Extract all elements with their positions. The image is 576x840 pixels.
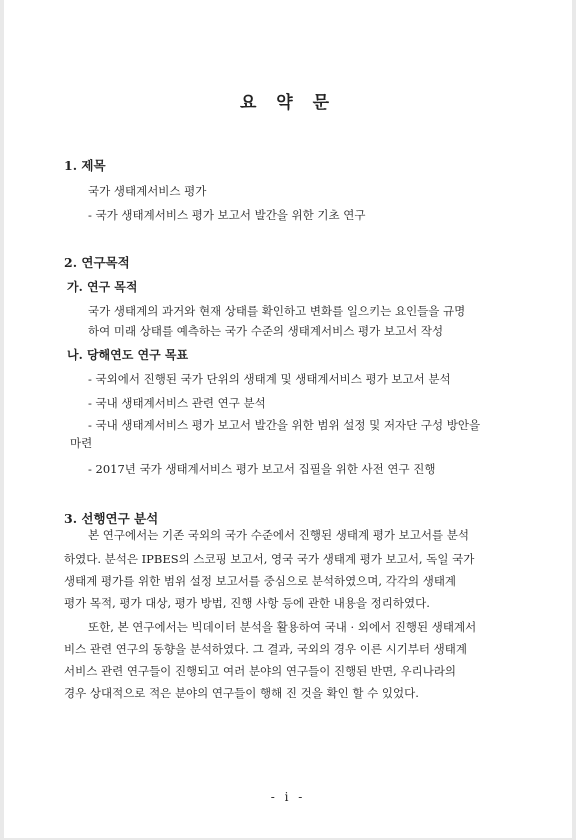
subsection-a-heading: 가. 연구 목적 [67, 280, 138, 294]
goal-item-3: - 국내 생태계서비스 평가 보고서 발간을 위한 범위 설정 및 저자단 구성 방안을 [88, 418, 481, 432]
page-number: - i - [270, 790, 306, 804]
subsection-b-heading: 나. 당해연도 연구 목표 [67, 348, 189, 362]
section-1-title-text: 국가 생태계서비스 평가 [88, 184, 207, 198]
paragraph-2-line-4: 경우 상대적으로 적은 분야의 연구들이 행해 진 것을 확인 할 수 있었다. [64, 686, 419, 700]
section-1-heading: 1. 제목 [64, 158, 106, 173]
goal-item-4: - 2017년 국가 생태계서비스 평가 보고서 집필을 위한 사전 연구 진행 [88, 462, 436, 476]
paragraph-1-line-2: 하였다. 분석은 IPBES의 스코핑 보고서, 영국 국가 생태계 평가 보고서, 독일 국가 [64, 552, 475, 566]
paragraph-1-line-1: 본 연구에서는 기존 국외의 국가 수준에서 진행된 생태계 평가 보고서를 분석 [88, 528, 469, 542]
section-1-subtitle-text: - 국가 생태계서비스 평가 보고서 발간을 위한 기초 연구 [88, 208, 366, 222]
paragraph-2-line-2: 비스 관련 연구의 동향을 분석하였다. 그 결과, 국외의 경우 이른 시기부터 생태계 [64, 642, 468, 656]
paragraph-1-line-3: 생태계 평가를 위한 범위 설정 보고서를 중심으로 분석하였으며, 각각의 생태계 [64, 574, 457, 588]
page-title: 요 약 문 [239, 93, 337, 113]
goal-item-3-continued: 마련 [70, 436, 93, 450]
goal-item-1: - 국외에서 진행된 국가 단위의 생태계 및 생태계서비스 평가 보고서 분석 [88, 372, 451, 386]
paragraph-1-line-4: 평가 목적, 평가 대상, 평가 방법, 진행 사항 등에 관한 내용을 정리하였다. [64, 596, 430, 610]
purpose-line-1: 국가 생태계의 과거와 현재 상태를 확인하고 변화를 일으키는 요인들을 규명 [88, 304, 466, 318]
section-2-heading: 2. 연구목적 [64, 255, 130, 270]
section-3-heading: 3. 선행연구 분석 [64, 511, 159, 526]
paragraph-2-line-1: 또한, 본 연구에서는 빅데이터 분석을 활용하여 국내 · 외에서 진행된 생태계서 [88, 620, 477, 634]
paragraph-2-line-3: 서비스 관련 연구들이 진행되고 여러 분야의 연구들이 진행된 반면, 우리나라의 [64, 664, 457, 678]
goal-item-2: - 국내 생태계서비스 관련 연구 분석 [88, 396, 266, 410]
purpose-line-2: 하여 미래 상태를 예측하는 국가 수준의 생태계서비스 평가 보고서 작성 [88, 324, 444, 338]
